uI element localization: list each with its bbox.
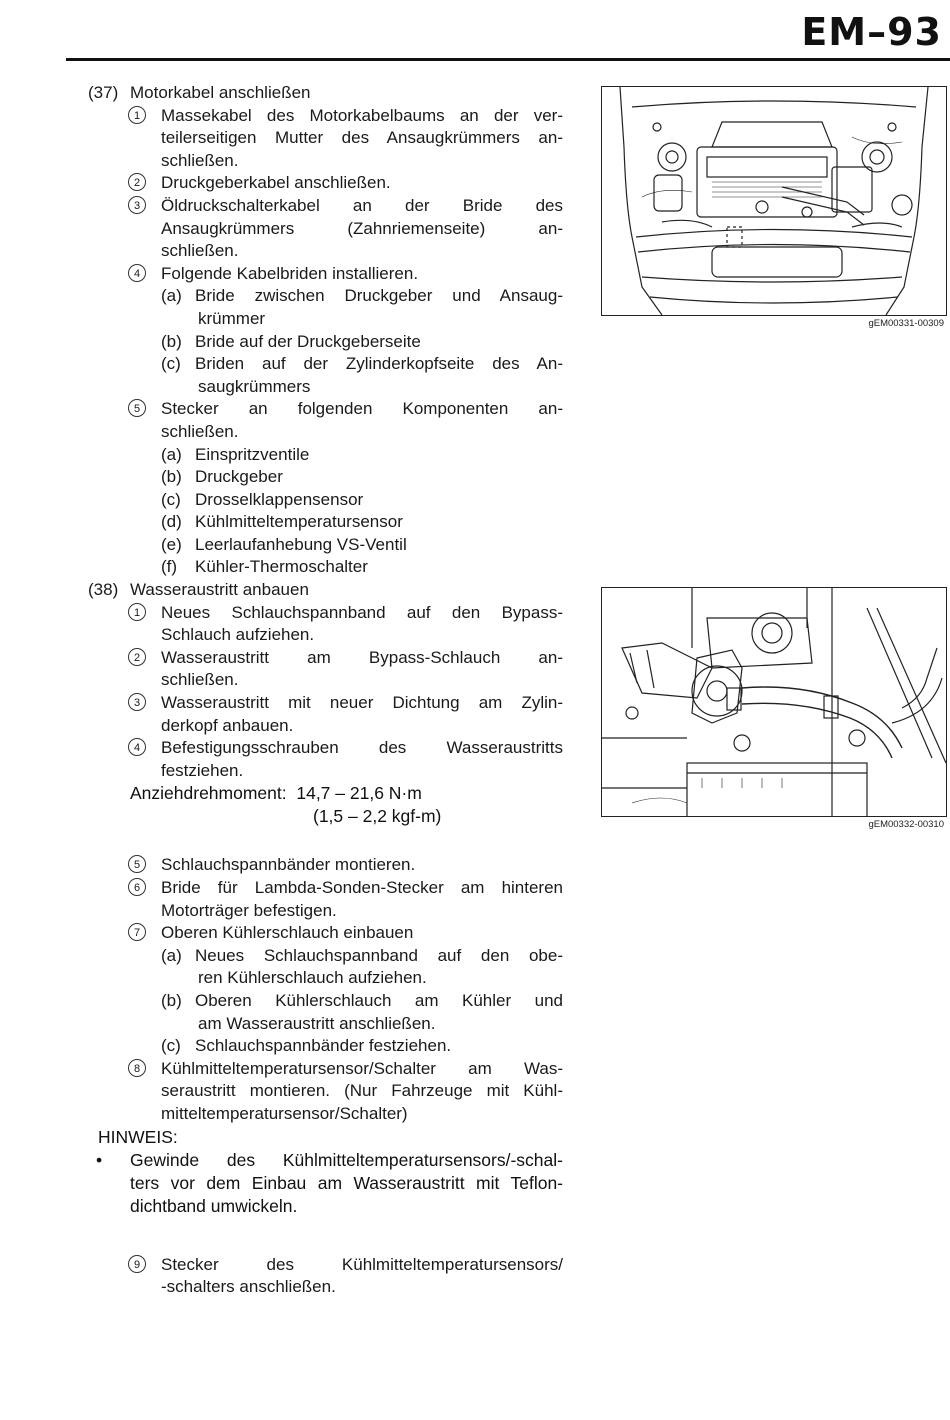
step xyxy=(88,398,563,443)
step xyxy=(88,877,563,922)
sub-step-line: saugkrümmers xyxy=(198,376,311,396)
step-line: schließen. xyxy=(161,150,239,170)
step-line: Wasseraustritt am Bypass-Schlauch an- xyxy=(161,647,563,667)
note-title: HINWEIS: xyxy=(98,1126,178,1147)
step xyxy=(88,737,563,782)
step-line: Druckgeberkabel anschließen. xyxy=(161,173,391,193)
step-line: Motorträger befestigen. xyxy=(161,900,337,920)
water-outlet-drawing xyxy=(602,588,946,816)
step-line: Oberen Kühlerschlauch einbauen xyxy=(161,923,414,943)
sub-step xyxy=(88,444,563,467)
note-line: Gewinde des Kühlmitteltemperatursensors/-schal- xyxy=(130,1149,563,1170)
sub-step xyxy=(88,353,563,398)
engine-bay-illustration xyxy=(601,86,947,316)
step-line: Ansaugkrümmers (Zahnriemenseite) an- xyxy=(161,218,563,238)
step-number: 2 xyxy=(128,648,146,666)
sub-step-line: Bride zwischen Druckgeber und Ansaug- xyxy=(195,286,563,306)
step xyxy=(88,263,563,286)
sub-step xyxy=(88,1035,563,1058)
step-number: 5 xyxy=(128,399,146,417)
section-number: (37) xyxy=(88,83,119,102)
step-number: 7 xyxy=(128,923,146,941)
sub-step-line: Drosselklappensensor xyxy=(195,489,364,509)
sub-step-line: krümmer xyxy=(198,308,266,328)
note-line: ters vor dem Einbau am Wasseraustritt mit Teflon- xyxy=(130,1172,563,1193)
header-rule xyxy=(66,58,950,61)
sub-step-line: am Wasseraustritt anschließen. xyxy=(198,1013,436,1033)
sub-step-line: Einspritzventile xyxy=(195,444,310,464)
sub-step-line: Neues Schlauchspannband auf den obe- xyxy=(195,945,563,965)
step-line: Bride für Lambda-Sonden-Stecker am hinteren xyxy=(161,878,563,897)
section-number: (38) xyxy=(88,580,119,600)
torque-spec xyxy=(88,782,563,828)
bullet-mark: • xyxy=(96,1149,103,1170)
sub-step-line: Druckgeber xyxy=(195,467,283,487)
step-line: Folgende Kabelbriden installieren. xyxy=(161,263,419,283)
sub-step-label: (f) xyxy=(161,557,178,577)
step-line: Stecker des Kühlmitteltemperatursensors/ xyxy=(161,1254,563,1274)
sub-step-line: Briden auf der Zylinderkopfseite des An- xyxy=(195,354,563,374)
instruction-text xyxy=(88,82,563,1299)
sub-step-label: (c) xyxy=(161,354,181,374)
step-line: derkopf anbauen. xyxy=(161,715,294,735)
torque-label: Anziehdrehmoment: xyxy=(130,783,287,804)
figure-caption: gEM00332-00310 xyxy=(868,819,944,830)
sub-step xyxy=(88,556,563,579)
step-number: 9 xyxy=(128,1255,146,1273)
sub-step xyxy=(88,534,563,557)
torque-line-1 xyxy=(130,782,563,805)
note-bullet xyxy=(88,1149,563,1218)
sub-step xyxy=(88,990,563,1035)
step-line: mitteltemperatursensor/Schalter) xyxy=(161,1103,408,1123)
sub-step-line: Bride auf der Druckgeberseite xyxy=(195,331,421,351)
sub-step-label: (e) xyxy=(161,534,182,554)
engine-bay-drawing xyxy=(602,87,946,315)
step-line: Wasseraustritt mit neuer Dichtung am Zylin- xyxy=(161,693,563,713)
step-line: Schlauch aufziehen. xyxy=(161,625,315,645)
sub-step-line: ren Kühlerschlauch aufziehen. xyxy=(198,968,427,988)
step xyxy=(88,602,563,647)
sub-step-line: Kühler-Thermoschalter xyxy=(195,557,368,577)
step-line: -schalters anschließen. xyxy=(161,1277,336,1297)
step-line: schließen. xyxy=(161,421,239,441)
sub-step xyxy=(88,945,563,990)
sub-step-label: (c) xyxy=(161,489,181,509)
sub-step-label: (a) xyxy=(161,444,182,464)
step xyxy=(88,105,563,173)
torque-value-nm: 14,7 – 21,6 N·m xyxy=(296,783,422,804)
step xyxy=(88,172,563,195)
sub-step-label: (b) xyxy=(161,331,182,351)
step-number: 6 xyxy=(128,878,146,896)
section-heading xyxy=(88,579,563,602)
sub-step xyxy=(88,331,563,354)
step-line: Schlauchspannbänder montieren. xyxy=(161,855,416,875)
section-heading xyxy=(88,82,563,105)
sub-step-label: (d) xyxy=(161,512,182,532)
sub-step-line: Leerlaufanhebung VS-Ventil xyxy=(195,534,407,554)
sub-step xyxy=(88,466,563,489)
sub-step xyxy=(88,489,563,512)
sub-step-line: Schlauchspannbänder festziehen. xyxy=(195,1036,452,1056)
step-number: 4 xyxy=(128,264,146,282)
step-line: Befestigungsschrauben des Wasseraustritts xyxy=(161,738,563,758)
step xyxy=(88,854,563,877)
step-line: Kühlmitteltemperatursensor/Schalter am Was- xyxy=(161,1058,563,1078)
step-line: schließen. xyxy=(161,241,239,261)
step-number: 8 xyxy=(128,1059,146,1077)
step xyxy=(88,647,563,692)
step xyxy=(88,195,563,263)
figure-caption: gEM00331-00309 xyxy=(868,318,944,329)
step-number: 4 xyxy=(128,738,146,756)
sub-step-label: (b) xyxy=(161,990,182,1010)
step-line: Stecker an folgenden Komponenten an- xyxy=(161,399,563,419)
step-number: 3 xyxy=(128,196,146,214)
step-line: seraustritt montieren. (Nur Fahrzeuge mit Kühl- xyxy=(161,1081,563,1101)
sub-step-label: (a) xyxy=(161,945,182,965)
sub-step-line: Kühlmitteltemperatursensor xyxy=(195,512,403,532)
step-line: Öldruckschalterkabel an der Bride des xyxy=(161,195,563,215)
step-line: Massekabel des Motorkabelbaums an der ver- xyxy=(161,105,563,125)
sub-step xyxy=(88,285,563,330)
sub-step-label: (c) xyxy=(161,1036,181,1056)
step-number: 3 xyxy=(128,693,146,711)
sub-step-label: (b) xyxy=(161,467,182,487)
torque-value-kgfm: (1,5 – 2,2 kgf-m) xyxy=(313,806,442,827)
step xyxy=(88,1254,563,1299)
section-title: Motorkabel anschließen xyxy=(130,83,311,102)
sub-step xyxy=(88,511,563,534)
step-line: Neues Schlauchspannband auf den Bypass- xyxy=(161,602,563,622)
step-number: 1 xyxy=(128,603,146,621)
note-line: dichtband umwickeln. xyxy=(130,1195,298,1216)
section-title: Wasseraustritt anbauen xyxy=(130,580,309,600)
page-number: EM–93 xyxy=(801,10,942,54)
water-outlet-illustration xyxy=(601,587,947,817)
step-number: 2 xyxy=(128,173,146,191)
step-line: festziehen. xyxy=(161,760,244,780)
sub-step-line: Oberen Kühlerschlauch am Kühler und xyxy=(195,990,563,1010)
step-number: 5 xyxy=(128,855,146,873)
step-number: 1 xyxy=(128,106,146,124)
step xyxy=(88,922,563,945)
step-line: schließen. xyxy=(161,670,239,690)
step xyxy=(88,692,563,737)
step-line: teilerseitigen Mutter des Ansaugkrümmers an- xyxy=(161,128,563,148)
step xyxy=(88,1058,563,1126)
sub-step-label: (a) xyxy=(161,286,182,306)
